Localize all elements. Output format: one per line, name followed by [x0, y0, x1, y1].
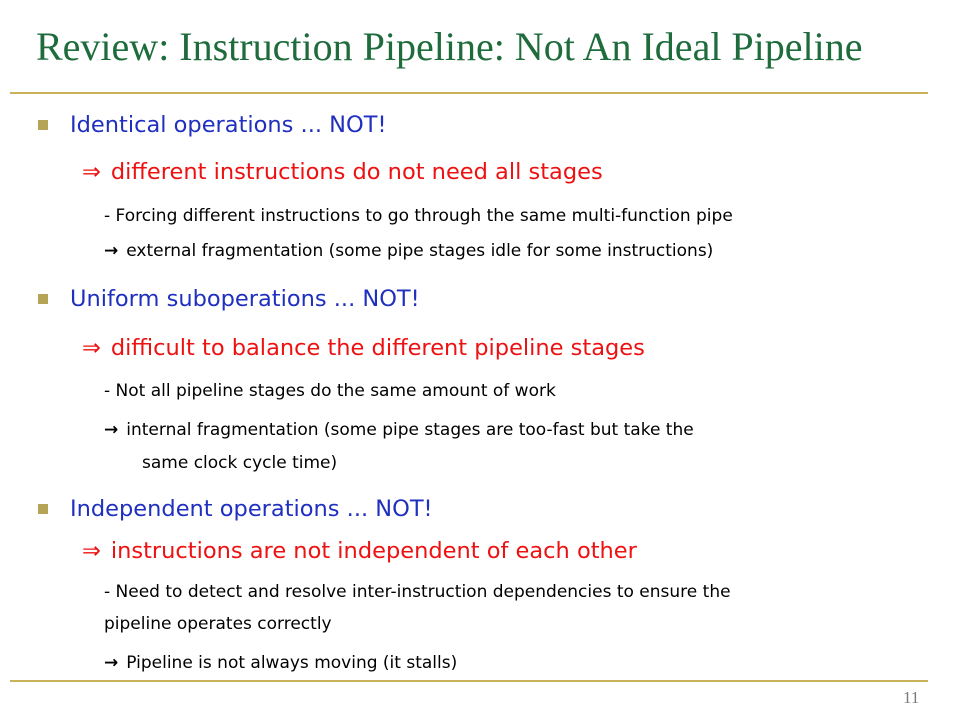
detail-text: - Forcing different instructions to go through the same multi-function pipe: [104, 206, 733, 226]
section-heading-identical: Identical operations ... NOT!: [70, 112, 387, 138]
square-bullet-icon: [38, 120, 48, 130]
result-line: [104, 650, 457, 676]
slide-title: Review: Instruction Pipeline: Not An Ideal Pipeline: [36, 24, 863, 69]
result-text: external fragmentation (some pipe stages idle for some instructions): [126, 241, 714, 261]
result-text: Pipeline is not always moving (it stalls): [126, 653, 458, 673]
square-bullet-icon: [38, 504, 48, 514]
double-arrow-implies-icon: ⇒: [82, 159, 101, 185]
result-line: [104, 417, 694, 443]
consequence-text: different instructions do not need all stages: [110, 159, 603, 185]
consequence-text: instructions are not independent of each other: [110, 538, 637, 564]
section-heading-uniform: Uniform suboperations ... NOT!: [70, 286, 420, 312]
square-bullet-icon: [38, 294, 48, 304]
footer-divider: [10, 680, 928, 682]
consequence-line: [82, 537, 637, 565]
result-line: [104, 238, 713, 264]
consequence-line: [82, 158, 603, 186]
detail-text-continued: pipeline operates correctly: [104, 614, 332, 634]
right-arrow-icon: →: [104, 420, 119, 440]
consequence-text: difficult to balance the different pipeline stages: [110, 335, 645, 361]
detail-text: - Need to detect and resolve inter-instruction dependencies to ensure the: [104, 582, 731, 602]
right-arrow-icon: →: [104, 241, 119, 261]
right-arrow-icon: →: [104, 653, 119, 673]
double-arrow-implies-icon: ⇒: [82, 538, 101, 564]
double-arrow-implies-icon: ⇒: [82, 335, 101, 361]
consequence-line: [82, 334, 645, 362]
title-divider: [10, 92, 928, 94]
section-heading-independent: Independent operations ... NOT!: [70, 496, 433, 522]
detail-text: - Not all pipeline stages do the same amount of work: [104, 381, 556, 401]
page-number: 11: [903, 688, 920, 707]
result-text: internal fragmentation (some pipe stages are too-fast but take the: [126, 420, 694, 440]
result-text-continued: same clock cycle time): [142, 453, 338, 473]
